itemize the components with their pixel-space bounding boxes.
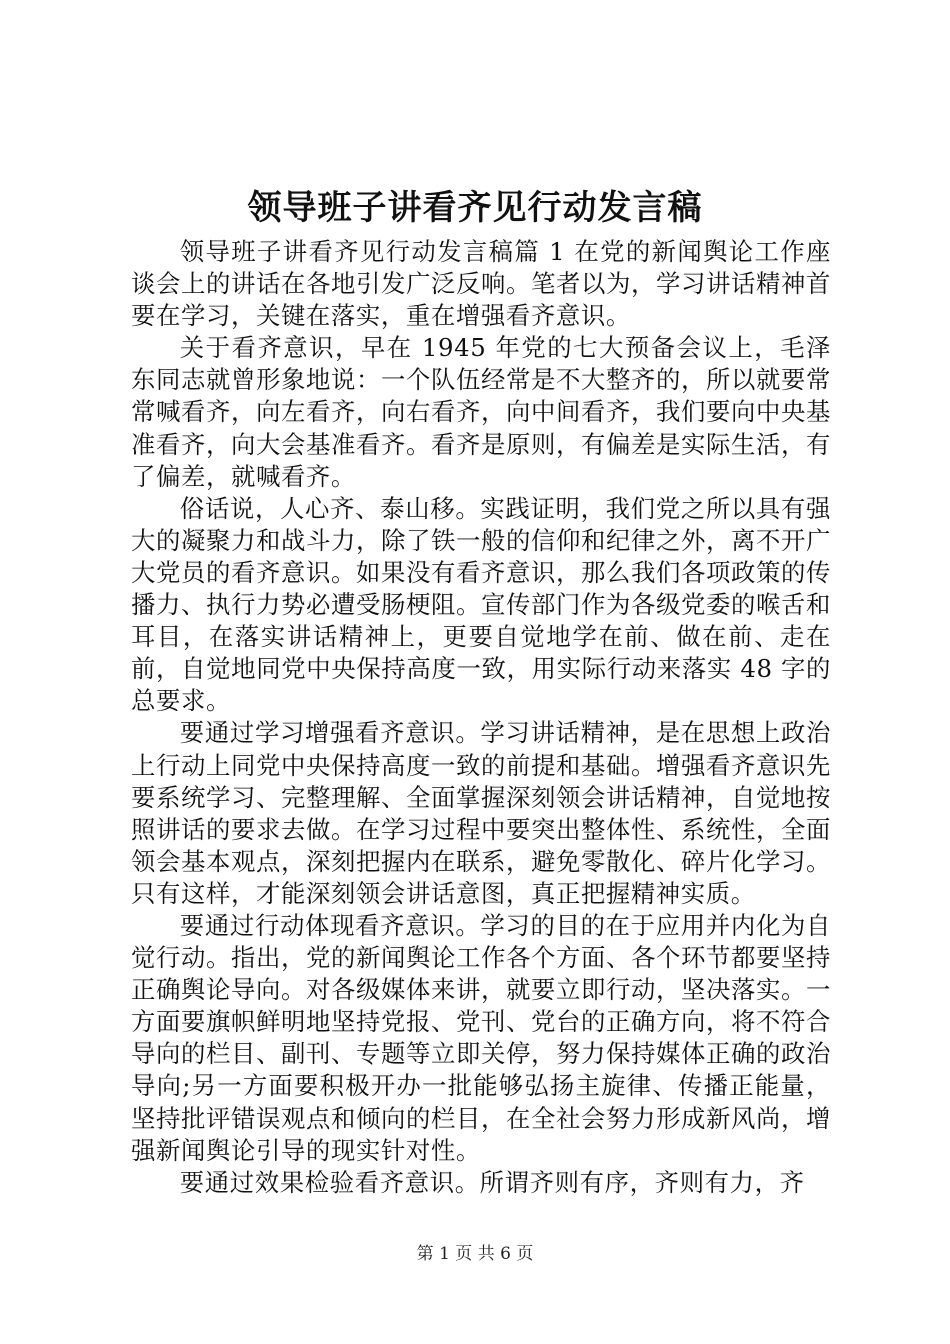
paragraph-5: 要通过行动体现看齐意识。学习的目的在于应用并内化为自觉行动。指出，党的新闻舆论工作各个方面、各个环节都要坚持正确舆论导向。对各级媒体来讲，就要立即行动，坚决落实。一方面要旗帜鲜明地坚持党报、党刊、党台的正确方向，将不符合导向的栏目、副刊、专题等立即关停，努力保持媒体正确的政治导向;另一方面要积极开办一批能够弘扬主旋律、传播正能量，坚持批评错误观点和倾向的栏目，在全社会努力形成新风尚，增强新闻舆论引导的现实针对性。 (131, 910, 831, 1165)
page-title: 领导班子讲看齐见行动发言稿 (247, 188, 703, 228)
paragraph-1: 领导班子讲看齐见行动发言稿篇 1 在党的新闻舆论工作座谈会上的讲话在各地引发广泛反响。笔者以为，学习讲话精神首要在学习，关键在落实，重在增强看齐意识。 (131, 237, 831, 331)
paragraph-3: 俗话说，人心齐、泰山移。实践证明，我们党之所以具有强大的凝聚力和战斗力，除了铁一般的信仰和纪律之外，离不开广大党员的看齐意识。如果没有看齐意识，那么我们各项政策的传播力、执行力势必遭受肠梗阻。宣传部门作为各级党委的喉舌和耳目，在落实讲话精神上，更要自觉地学在前、做在前、走在前，自觉地同党中央保持高度一致，用实际行动来落实 48 字的总要求。 (131, 493, 831, 716)
page-footer: 第 1 页 共 6 页 (416, 1244, 534, 1264)
paragraph-6: 要通过效果检验看齐意识。所谓齐则有序，齐则有力，齐 (179, 1167, 805, 1197)
paragraph-2: 关于看齐意识，早在 1945 年党的七大预备会议上，毛泽东同志就曾形象地说：一个队伍经常是不大整齐的，所以就要常常喊看齐，向左看齐，向右看齐，向中间看齐，我们要向中央基准看齐，向大会基准看齐。看齐是原则，有偏差是实际生活，有了偏差，就喊看齐。 (131, 333, 831, 491)
document-body (131, 236, 831, 1199)
paragraph-4: 要通过学习增强看齐意识。学习讲话精神，是在思想上政治上行动上同党中央保持高度一致的前提和基础。增强看齐意识先要系统学习、完整理解、全面掌握深刻领会讲话精神，自觉地按照讲话的要求去做。在学习过程中要突出整体性、系统性，全面领会基本观点，深刻把握内在联系，避免零散化、碎片化学习。只有这样，才能深刻领会讲话意图，真正把握精神实质。 (131, 718, 831, 908)
